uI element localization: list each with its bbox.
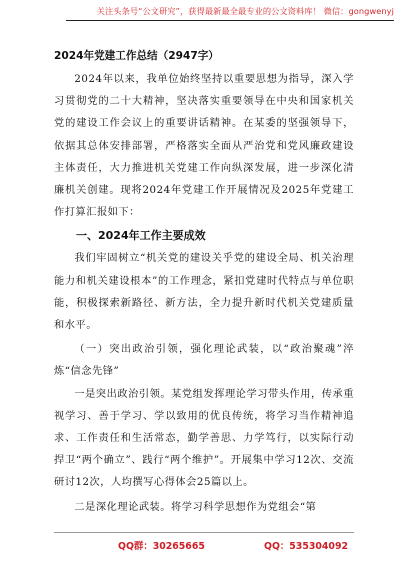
header-divider xyxy=(66,20,394,21)
section-heading: 一、2024年工作主要成效 xyxy=(76,229,206,243)
paragraph-two: 二是深化理论武装。将学习科学思想作为党组会“第 xyxy=(74,501,317,513)
footer-qq: QQ：535304092 xyxy=(263,541,348,552)
intro-paragraph: 2024年以来，我单位始终坚持以重要思想为指导，深入学习贯彻党的二十大精神，坚决落实重要领导在中央和国家机关党的建设工作会议上的重要讲话精神。在某委的坚强领导下，依据其总体安排部署，严格落实全面从严治党和党风廉政建设主体责任，大力推进机关党建工作向纵深发展，进一步深化清廉机关创建。现将2024年党建工作开展情况及2025年党建工作打算汇报如下： xyxy=(54,74,354,219)
footer xyxy=(118,538,348,552)
footer-divider xyxy=(54,532,354,533)
document-title: 2024年党建工作总结（2947字） xyxy=(54,50,219,62)
document-body xyxy=(54,48,354,519)
footer-qq-group: QQ群：30265665 xyxy=(118,541,205,552)
paragraph-one: 一是突出政治引领。某党组发挥理论学习带头作用，传承重视学习、善于学习、学以致用的优良传统，将学习当作精神追求、工作责任和生活常态，勤学善思、力学笃行，以实际行动捍卫“两个确立”、践行“两个维护”。开展集中学习12次、交流研讨12次，人均撰写心得体会25篇以上。 xyxy=(54,388,354,489)
subheading: （一）突出政治引领，强化理论武装，以“政治聚魂”淬炼“信念先锋” xyxy=(54,344,354,378)
section-paragraph: 我们牢固树立“机关党的建设关乎党的建设全局、机关治理能力和机关建设根本”的工作理念，紧扣党建时代特点与单位职能，积极探索新路径、新方法，全力提升新时代机关党建质量和水平。 xyxy=(54,253,354,332)
header-banner: 关注头条号“公文研究”，获得最新最全最专业的公文资料库！ 微信：gongwenyj xyxy=(96,6,394,16)
